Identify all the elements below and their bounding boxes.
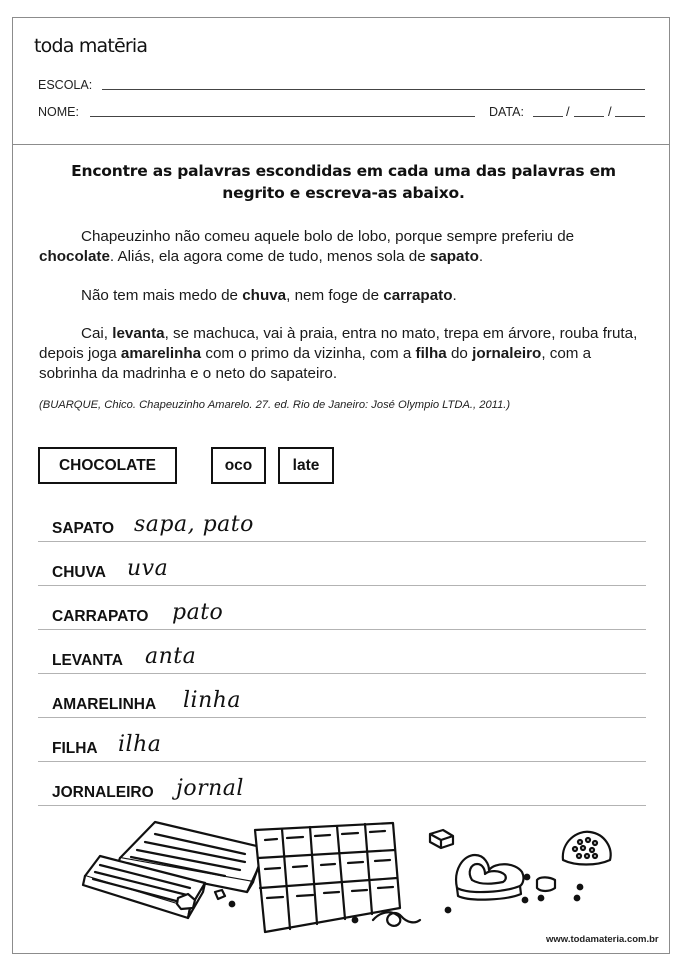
paragraph-text: . [478, 248, 484, 265]
answer-line [38, 629, 646, 630]
example-word: CHOCOLATE [58, 456, 156, 474]
paragraph-text: com o primo da vizinha, com a [201, 345, 416, 362]
bold-keyword: carrapato [383, 287, 453, 304]
name-field[interactable] [90, 116, 475, 117]
school-field[interactable] [102, 89, 645, 90]
paragraph-text: , nem foge de [286, 287, 384, 304]
row-answer[interactable]: jornal [176, 776, 244, 801]
paragraph-text: , com a sobrinha da madrinha e o neto do sapateiro. [39, 345, 592, 382]
bold-keyword: sapato [429, 248, 479, 265]
row-answer[interactable]: ilha [118, 732, 162, 757]
row-word: LEVANTA [52, 652, 123, 669]
bold-keyword: filha [415, 345, 447, 362]
paragraph-text: Não tem mais medo de [81, 287, 243, 304]
chocolate-truffle-icon [563, 832, 611, 865]
row-answer[interactable]: linha [183, 688, 242, 713]
name-label: NOME: [38, 105, 79, 119]
school-label: ESCOLA: [38, 78, 93, 92]
bold-keyword: chocolate [39, 248, 110, 265]
date-day-field[interactable] [533, 116, 563, 117]
paragraph-text: . [452, 287, 457, 304]
chocolate-cube-icon [430, 830, 453, 848]
title-line-1: Encontre as palavras escondidas em cada uma das palavras em [71, 162, 616, 180]
brand-logo: toda matēria [34, 35, 148, 57]
row-word: CARRAPATO [52, 608, 149, 625]
date-year-field[interactable] [615, 116, 645, 117]
answer-line [38, 805, 646, 806]
exercise-title [30, 160, 657, 204]
row-word: FILHA [52, 740, 98, 757]
title-line-2: negrito e escreva-as abaixo. [222, 184, 465, 202]
example-answer-box [211, 447, 266, 484]
row-answer[interactable]: anta [145, 644, 197, 669]
header-divider [12, 144, 670, 145]
row-answer[interactable]: sapa, pato [134, 512, 254, 537]
chocolate-curl-icon [373, 912, 420, 926]
date-label: DATA: [489, 105, 524, 119]
answer-line [38, 585, 646, 586]
example-answer: oco [224, 456, 253, 474]
bold-keyword: levanta [112, 325, 165, 342]
story-paragraph-3 [39, 324, 645, 384]
answer-line [38, 541, 646, 542]
answer-line [38, 761, 646, 762]
paragraph-text: . Aliás, ela agora come de tudo, menos sola de [109, 248, 430, 265]
chocolate-illustration [75, 820, 615, 935]
paragraph-text: Cai, [81, 325, 113, 342]
story-paragraph-1 [39, 227, 645, 267]
worksheet-frame [12, 17, 670, 954]
footer-url[interactable]: www.todamateria.com.br [546, 934, 659, 945]
date-separator: / [566, 104, 570, 119]
row-word: AMARELINHA [52, 696, 157, 713]
row-answer[interactable]: uva [127, 556, 169, 581]
citation: (BUARQUE, Chico. Chapeuzinho Amarelo. 27. ed. Rio de Janeiro: José Olympio LTDA., 2011.) [39, 399, 511, 411]
bold-keyword: chuva [242, 287, 287, 304]
paragraph-text: do [446, 345, 473, 362]
answer-line [38, 673, 646, 674]
date-month-field[interactable] [574, 116, 604, 117]
paragraph-text: Chapeuzinho não comeu aquele bolo de lobo, porque sempre preferiu de [81, 228, 575, 245]
row-word: JORNALEIRO [52, 784, 154, 801]
example-answer-box [278, 447, 334, 484]
date-separator: / [608, 104, 612, 119]
example-word-box [38, 447, 177, 484]
paragraph-text: , se machuca, vai à praia, entra no mato, trepa em árvore, rouba fruta, depois joga [39, 325, 638, 362]
story-paragraph-2 [39, 286, 645, 306]
row-answer[interactable]: pato [172, 600, 224, 625]
row-word: CHUVA [52, 564, 106, 581]
row-word: SAPATO [52, 520, 115, 537]
bold-keyword: amarelinha [120, 345, 202, 362]
bold-keyword: jornaleiro [472, 345, 542, 362]
answer-line [38, 717, 646, 718]
example-answer: late [292, 456, 320, 474]
chocolate-heart-icon [456, 855, 523, 900]
